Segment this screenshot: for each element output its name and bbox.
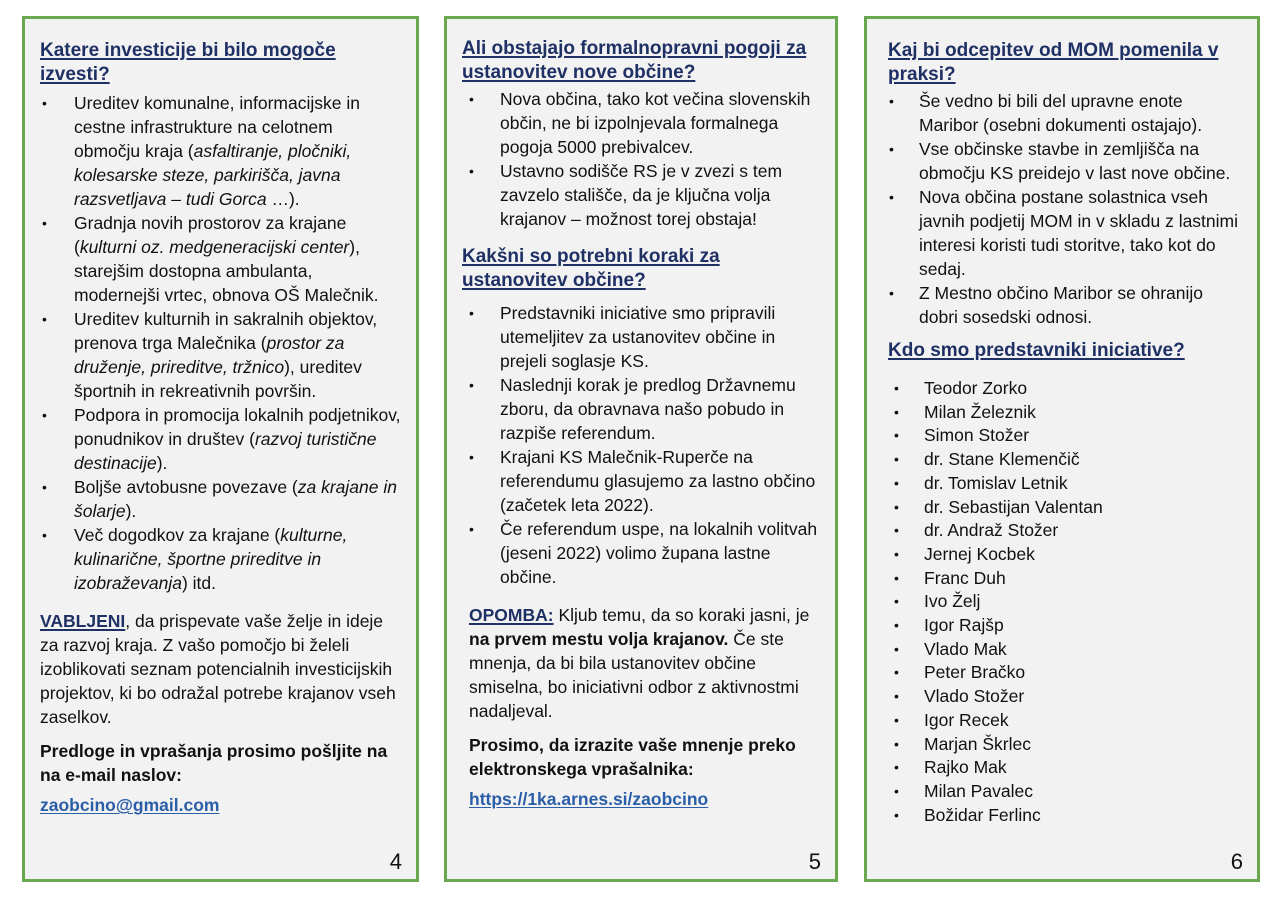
survey-prompt: Prosimo, da izrazite vaše mnenje preko elektronskega vprašalnika: [469, 735, 796, 779]
list-item: • Milan Pavalec [882, 780, 1243, 804]
list-item: • Ustavno sodišče RS je v zvezi s tem zavzelo stališče, da je ključna volja krajanov – možnost torej obstaja! [462, 159, 821, 231]
item-text: …). [266, 189, 300, 209]
item-text: Podpora in promocija lokalnih podjetnikov, ponudnikov in društev ( [74, 405, 401, 449]
list-item: • dr. Stane Klemenčič [882, 448, 1243, 472]
list-item: • Peter Bračko [882, 661, 1243, 685]
item-italic-text: asfaltiranje, pločniki, kolesarske steze, parkirišča, javna razsvetljava – tudi Gorca [74, 141, 352, 209]
contact-prompt: Predloge in vprašanja prosimo pošljite na na e-mail naslov: [40, 741, 388, 785]
list-item: • Igor Recek [882, 709, 1243, 733]
investments-list [40, 91, 402, 595]
item-text: ), starejšim dostopna ambulanta, modernejši vrtec, obnova OŠ Malečnik. [74, 237, 379, 305]
note-lead: OPOMBA: [469, 605, 554, 625]
list-item [40, 91, 402, 211]
item-italic-text: prostor za druženje, prireditve, tržnico [74, 333, 345, 377]
list-item [40, 211, 402, 307]
list-item [40, 403, 402, 475]
list-item: • Jernej Kocbek [882, 543, 1243, 567]
item-text: Ureditev komunalne, informacijske in cestne infrastrukture na celotnem območju kraja ( [74, 93, 360, 161]
note-bold-text: na prvem mestu volja krajanov. [469, 629, 729, 649]
invitation-lead: VABLJENI [40, 611, 126, 631]
page-5-panel [444, 16, 838, 882]
list-item: • Še vedno bi bili del upravne enote Maribor (osebni dokumenti ostajajo). [882, 89, 1243, 137]
list-item: • Vse občinske stavbe in zemljišča na območju KS preidejo v last nove občine. [882, 137, 1243, 185]
list-item [40, 523, 402, 595]
note-paragraph [462, 603, 821, 723]
note-text: Če ste mnenja, da bi bila ustanovitev občine smiselna, bo iniciativni odbor z aktivnostmi nadaljeval. [469, 629, 799, 721]
list-item: • Vlado Stožer [882, 685, 1243, 709]
item-italic-text: razvoj turistične destinacije [74, 429, 377, 473]
legal-conditions-list [462, 87, 821, 231]
item-text: Ureditev kulturnih in sakralnih objektov, prenova trga Malečnika ( [74, 309, 378, 353]
list-item: • Predstavniki iniciative smo pripravili utemeljitev za ustanovitev občine in prejeli soglasje KS. [462, 301, 821, 373]
investments-heading: Katere investicije bi bilo mogoče izvesti? [40, 40, 336, 85]
list-item: • Nova občina, tako kot večina slovenskih občin, ne bi izpolnjevala formalnega pogoja 5000 prebivalcev. [462, 87, 821, 159]
list-item: • Teodor Zorko [882, 377, 1243, 401]
steps-heading: Kakšni so potrebni koraki za ustanovitev občine? [462, 246, 720, 291]
item-italic-text: kulturne, kulinarične, športne prireditve in izobraževanja [74, 525, 348, 593]
practical-meaning-list [882, 89, 1243, 329]
list-item: • Rajko Mak [882, 756, 1243, 780]
representatives-heading: Kdo smo predstavniki iniciative? [888, 340, 1185, 361]
item-italic-text: kulturni oz. medgeneracijski center [79, 237, 350, 257]
page-number: 4 [389, 849, 402, 874]
item-text: ), ureditev športnih in rekreativnih površin. [74, 357, 362, 401]
list-item: • dr. Andraž Stožer [882, 519, 1243, 543]
note-text: Kljub temu, da so koraki jasni, je [553, 605, 810, 625]
page-number: 6 [1230, 849, 1243, 874]
legal-conditions-heading: Ali obstajajo formalnopravni pogoji za ustanovitev nove občine? [462, 38, 807, 83]
item-text: ). [125, 501, 137, 521]
survey-link[interactable]: https://1ka.arnes.si/zaobcino [469, 789, 709, 809]
invitation-text: , da prispevate vaše želje in ideje za razvoj kraja. Z vašo pomočjo bi želeli izoblikovati seznam potencialnih investicijskih projektov, ki bo odražal potrebe krajanov vseh zaselkov. [40, 611, 396, 727]
page-4-panel [22, 16, 419, 882]
list-item [40, 307, 402, 403]
practical-meaning-heading: Kaj bi odcepitev od MOM pomenila v praksi? [888, 40, 1219, 85]
list-item [40, 475, 402, 523]
item-text: Boljše avtobusne povezave ( [74, 477, 298, 497]
item-text: ). [156, 453, 168, 473]
list-item: • Ivo Želj [882, 590, 1243, 614]
representatives-list [882, 377, 1243, 827]
list-item: • Simon Stožer [882, 424, 1243, 448]
list-item: • dr. Tomislav Letnik [882, 472, 1243, 496]
invitation-paragraph [40, 609, 402, 729]
list-item: • Krajani KS Malečnik-Ruperče na referendumu glasujemo za lastno občino (začetek leta 2022). [462, 445, 821, 517]
list-item: • Franc Duh [882, 567, 1243, 591]
page-6-panel [864, 16, 1260, 882]
list-item: • Naslednji korak je predlog Državnemu zboru, da obravnava našo pobudo in razpiše referendum. [462, 373, 821, 445]
list-item: • Božidar Ferlinc [882, 804, 1243, 828]
list-item: • Vlado Mak [882, 638, 1243, 662]
item-text: ) itd. [181, 573, 217, 593]
list-item: • Če referendum uspe, na lokalnih volitvah (jeseni 2022) volimo župana lastne občine. [462, 517, 821, 589]
steps-list [462, 301, 821, 589]
list-item: • Milan Železnik [882, 401, 1243, 425]
item-text: Gradnja novih prostorov za krajane ( [74, 213, 347, 257]
list-item: • Z Mestno občino Maribor se ohranijo dobri sosedski odnosi. [882, 281, 1243, 329]
page-number: 5 [808, 849, 821, 874]
email-link[interactable]: zaobcino@gmail.com [40, 795, 220, 815]
list-item: • Marjan Škrlec [882, 733, 1243, 757]
list-item: • Igor Rajšp [882, 614, 1243, 638]
list-item: • dr. Sebastijan Valentan [882, 496, 1243, 520]
item-text: Več dogodkov za krajane ( [74, 525, 281, 545]
item-italic-text: za krajane in šolarje [74, 477, 397, 521]
list-item: • Nova občina postane solastnica vseh javnih podjetij MOM in v skladu z lastnimi interesi koristi tudi storitve, tako kot do sedaj. [882, 185, 1243, 281]
